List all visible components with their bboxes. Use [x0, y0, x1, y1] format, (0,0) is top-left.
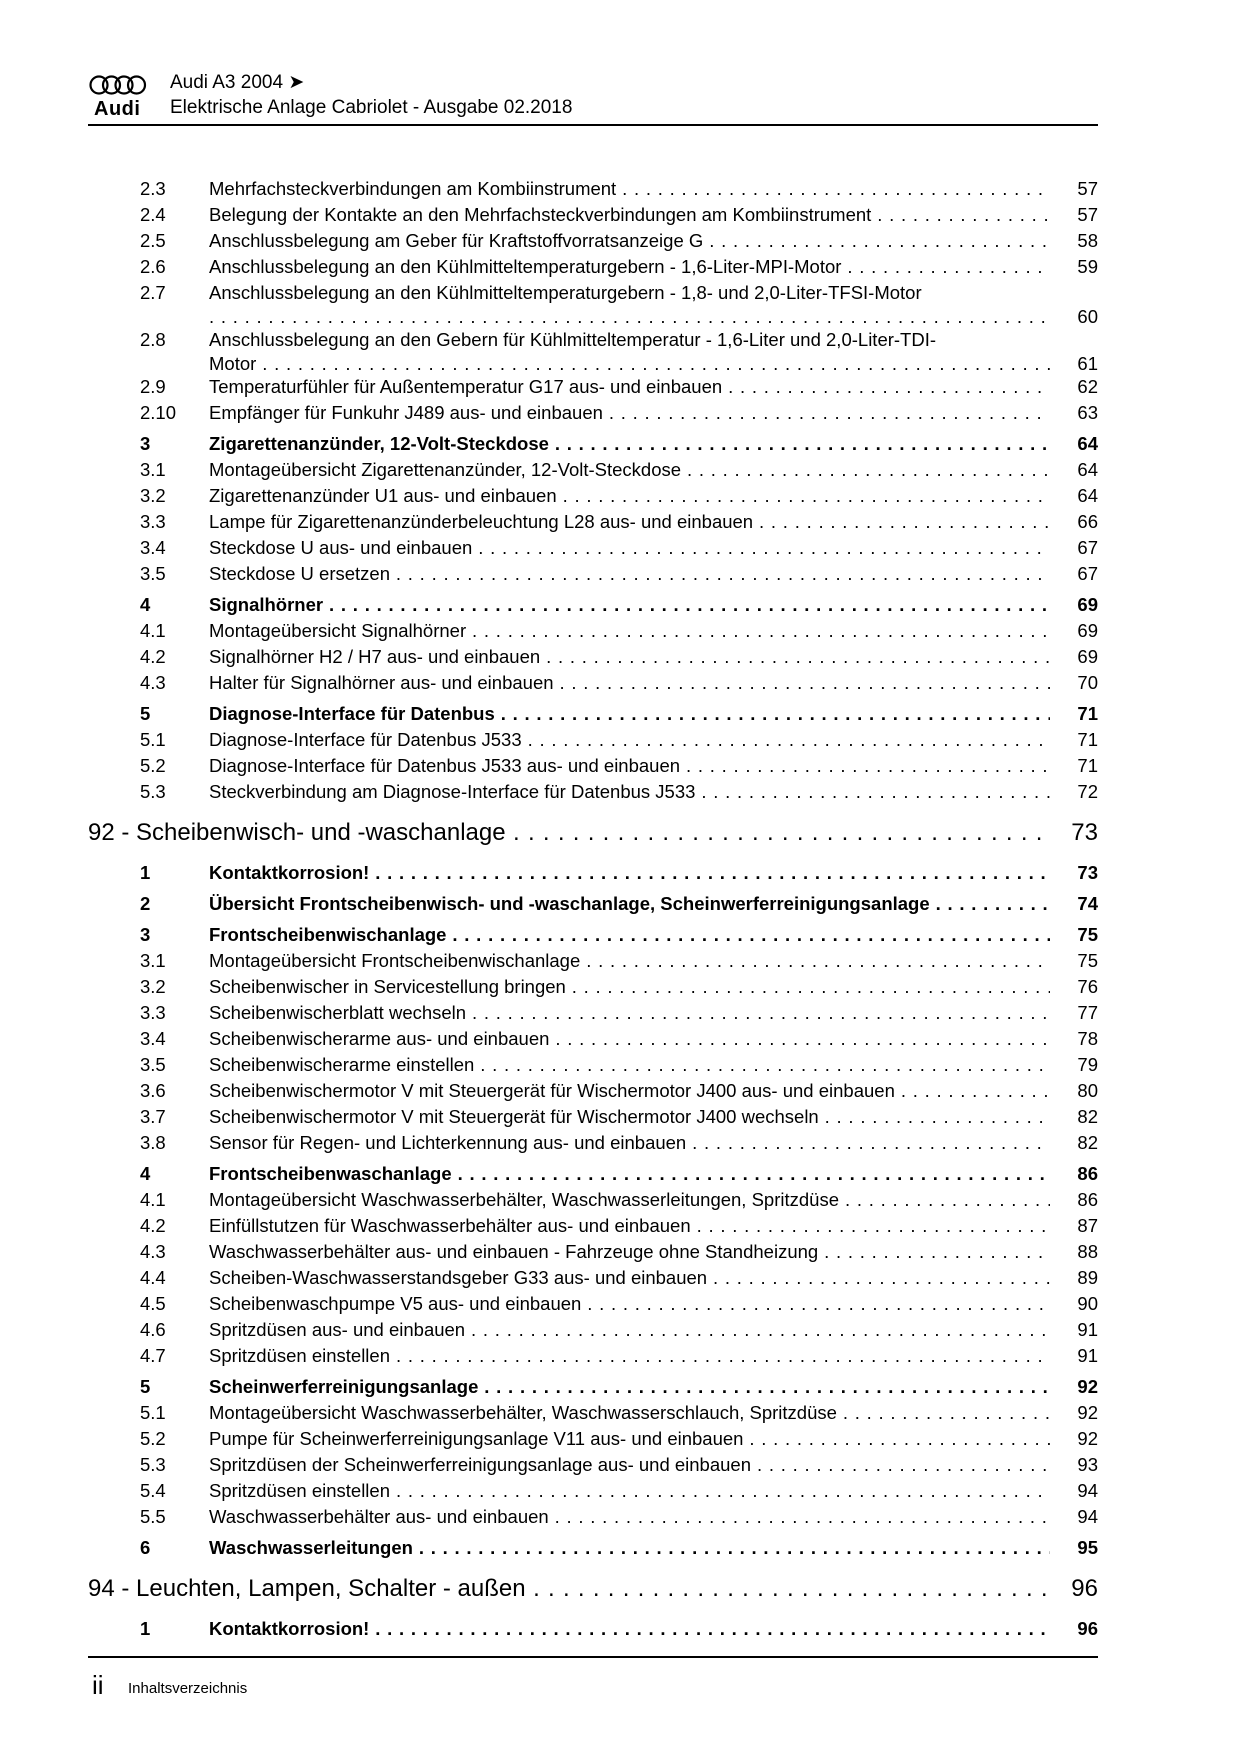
toc-number: 4.5: [140, 1293, 166, 1314]
footer-rule: [88, 1656, 1098, 1658]
toc-page: 71: [1077, 729, 1098, 750]
audi-rings-icon: [88, 74, 148, 96]
toc-entry-92-4-5[interactable]: [88, 1290, 1098, 1316]
toc-section-92-1[interactable]: [88, 859, 1098, 885]
document-title: Audi A3 2004 ➤: [170, 72, 305, 93]
toc-title: Anschlussbelegung am Geber für Kraftstoffvorratsanzeige G . . .: [209, 230, 1050, 252]
toc-entry-2-9[interactable]: [88, 373, 1098, 399]
toc-number: 2.6: [140, 256, 166, 277]
document-subtitle: Elektrische Anlage Cabriolet - Ausgabe 02.2018: [170, 97, 573, 118]
toc-number: 5: [140, 1376, 151, 1397]
toc-page: 92: [1077, 1402, 1098, 1423]
toc-title: Frontscheibenwischanlage . . .: [209, 924, 1050, 946]
toc-page: 77: [1077, 1002, 1098, 1023]
toc-number: 4: [140, 594, 151, 615]
toc-title: Mehrfachsteckverbindungen am Kombiinstrument . . .: [209, 178, 1050, 200]
toc-entry-92-5-2[interactable]: [88, 1425, 1098, 1451]
toc-page: 64: [1077, 433, 1098, 454]
toc-title: Signalhörner . . .: [209, 594, 1050, 616]
toc-entry-92-5-1[interactable]: [88, 1399, 1098, 1425]
toc-entry-92-4-1[interactable]: [88, 1186, 1098, 1212]
toc-number: 1: [140, 862, 151, 883]
toc-number: 2.9: [140, 376, 166, 397]
toc-entry-92-3-3[interactable]: [88, 999, 1098, 1025]
toc-title: Übersicht Frontscheibenwisch- und -waschanlage, Scheinwerferreinigungsanlage . . .: [209, 893, 1050, 915]
toc-section-3[interactable]: [88, 430, 1098, 456]
toc-page: 61: [1077, 353, 1098, 374]
toc-title: Spritzdüsen einstellen . . .: [209, 1345, 1050, 1367]
toc-number: 2.5: [140, 230, 166, 251]
toc-number: 5.3: [140, 1454, 166, 1475]
toc-page: 79: [1077, 1054, 1098, 1075]
toc-number: 3.3: [140, 1002, 166, 1023]
toc-entry-92-3-4[interactable]: [88, 1025, 1098, 1051]
toc-number: 3.5: [140, 563, 166, 584]
toc-page: 76: [1077, 976, 1098, 997]
toc-section-92-5[interactable]: [88, 1373, 1098, 1399]
toc-entry-3-1[interactable]: [88, 456, 1098, 482]
toc-title: Montageübersicht Frontscheibenwischanlage . . .: [209, 950, 1050, 972]
toc-page: 91: [1077, 1345, 1098, 1366]
toc-page: 82: [1077, 1132, 1098, 1153]
toc-chapter-title: 92 - Scheibenwisch- und -waschanlage . . .: [88, 819, 1050, 847]
toc-number: 3.4: [140, 1028, 166, 1049]
toc-number: 3: [140, 433, 151, 454]
toc-entry-3-4[interactable]: [88, 534, 1098, 560]
toc-page: 64: [1077, 485, 1098, 506]
toc-number: 4.2: [140, 646, 166, 667]
toc-entry-92-3-5[interactable]: [88, 1051, 1098, 1077]
toc-entry-3-5[interactable]: [88, 560, 1098, 586]
toc-entry-92-3-6[interactable]: [88, 1077, 1098, 1103]
toc-entry-2-3[interactable]: [88, 175, 1098, 201]
toc-section-92-2[interactable]: [88, 890, 1098, 916]
toc-chapter-94[interactable]: [88, 1566, 1098, 1610]
toc-number: 3: [140, 924, 151, 945]
toc-page: 58: [1077, 230, 1098, 251]
toc-number: 3.2: [140, 485, 166, 506]
toc-page: 57: [1077, 178, 1098, 199]
toc-number: 5.4: [140, 1480, 166, 1501]
toc-page: 92: [1077, 1428, 1098, 1449]
toc-section-94-1[interactable]: [88, 1615, 1098, 1641]
toc-page: 87: [1077, 1215, 1098, 1236]
toc-page: 92: [1077, 1376, 1098, 1397]
toc-number: 2: [140, 893, 151, 914]
toc-title: Steckdose U aus- und einbauen . . .: [209, 537, 1050, 559]
toc-title: Anschlussbelegung an den Kühlmitteltemperaturgebern - 1,6-Liter-MPI-Motor . . .: [209, 256, 1050, 278]
toc-title: Montageübersicht Signalhörner . . .: [209, 620, 1050, 642]
toc-entry-92-5-4[interactable]: [88, 1477, 1098, 1503]
toc-title: Scheibenwaschpumpe V5 aus- und einbauen . . .: [209, 1293, 1050, 1315]
toc-entry-4-3[interactable]: [88, 669, 1098, 695]
toc-page: 86: [1077, 1163, 1098, 1184]
toc-section-92-6[interactable]: [88, 1534, 1098, 1560]
toc-page: 63: [1077, 402, 1098, 423]
toc-page: 67: [1077, 537, 1098, 558]
toc-title: Scheinwerferreinigungsanlage . . .: [209, 1376, 1050, 1398]
toc-number: 5.1: [140, 729, 166, 750]
header-rule: [88, 124, 1098, 126]
toc-title: Signalhörner H2 / H7 aus- und einbauen . . .: [209, 646, 1050, 668]
toc-entry-4-2[interactable]: [88, 643, 1098, 669]
toc-number: 3.4: [140, 537, 166, 558]
toc-page: 59: [1077, 256, 1098, 277]
toc-title: Sensor für Regen- und Lichterkennung aus- und einbauen . . .: [209, 1132, 1050, 1154]
toc-title: Anschlussbelegung an den Kühlmitteltemperaturgebern - 1,8- und 2,0-Liter-TFSI-Motor: [209, 282, 922, 303]
toc-page: 82: [1077, 1106, 1098, 1127]
toc-page: 62: [1077, 376, 1098, 397]
toc-number: 4.2: [140, 1215, 166, 1236]
toc-title: Kontaktkorrosion! . . .: [209, 1618, 1050, 1640]
toc-page: 94: [1077, 1480, 1098, 1501]
toc-number: 4.4: [140, 1267, 166, 1288]
toc-page: 66: [1077, 511, 1098, 532]
toc-page: 74: [1077, 893, 1098, 914]
toc-title: Waschwasserbehälter aus- und einbauen - Fahrzeuge ohne Standheizung . . .: [209, 1241, 1050, 1263]
toc-entry-2-6[interactable]: [88, 253, 1098, 279]
audi-wordmark: Audi: [94, 98, 141, 120]
toc-number: 2.7: [140, 282, 166, 303]
toc-entry-92-3-1[interactable]: [88, 947, 1098, 973]
toc-entry-92-5-3[interactable]: [88, 1451, 1098, 1477]
toc-number: 6: [140, 1537, 151, 1558]
toc-title: Steckverbindung am Diagnose-Interface für Datenbus J533 . . .: [209, 781, 1050, 803]
toc-title-line2: Motor . . .: [209, 353, 1050, 375]
toc-entry-92-4-3[interactable]: [88, 1238, 1098, 1264]
toc-title: Zigarettenanzünder U1 aus- und einbauen . . .: [209, 485, 1050, 507]
toc-page: 95: [1077, 1537, 1098, 1558]
toc-entry-92-3-7[interactable]: [88, 1103, 1098, 1129]
toc-title: Frontscheibenwaschanlage . . .: [209, 1163, 1050, 1185]
toc-entry-92-4-6[interactable]: [88, 1316, 1098, 1342]
toc-page: 86: [1077, 1189, 1098, 1210]
toc-page: 69: [1077, 594, 1098, 615]
toc-title: Montageübersicht Zigarettenanzünder, 12-Volt-Steckdose . . .: [209, 459, 1050, 481]
toc-leader: [209, 306, 1050, 328]
toc-page: 96: [1077, 1618, 1098, 1639]
toc-page: 94: [1077, 1506, 1098, 1527]
toc-number: 3.5: [140, 1054, 166, 1075]
toc-title: Montageübersicht Waschwasserbehälter, Waschwasserschlauch, Spritzdüse . . .: [209, 1402, 1050, 1424]
toc-page: 69: [1077, 646, 1098, 667]
toc-title: Scheibenwischermotor V mit Steuergerät für Wischermotor J400 aus- und einbauen . . .: [209, 1080, 1050, 1102]
toc-number: 4: [140, 1163, 151, 1184]
toc-entry-92-4-4[interactable]: [88, 1264, 1098, 1290]
toc-number: 3.8: [140, 1132, 166, 1153]
toc-title: Lampe für Zigarettenanzünderbeleuchtung L28 aus- und einbauen . . .: [209, 511, 1050, 533]
toc-title: Kontaktkorrosion! . . .: [209, 862, 1050, 884]
toc-number: 5.1: [140, 1402, 166, 1423]
toc-entry-92-3-8[interactable]: [88, 1129, 1098, 1155]
footer-page-number: ii: [92, 1670, 104, 1700]
toc-number: 3.2: [140, 976, 166, 997]
toc-title: Steckdose U ersetzen . . .: [209, 563, 1050, 585]
toc-entry-3-2[interactable]: [88, 482, 1098, 508]
toc-page: 72: [1077, 781, 1098, 802]
toc-number: 2.8: [140, 329, 166, 350]
toc-title: Waschwasserbehälter aus- und einbauen . . .: [209, 1506, 1050, 1528]
toc-section-5[interactable]: [88, 700, 1098, 726]
toc-entry-2-8[interactable]: [88, 326, 1098, 373]
toc-page: 70: [1077, 672, 1098, 693]
toc-number: 3.1: [140, 459, 166, 480]
toc-title: Spritzdüsen der Scheinwerferreinigungsanlage aus- und einbauen . . .: [209, 1454, 1050, 1476]
toc-page: 80: [1077, 1080, 1098, 1101]
toc-chapter-title: 94 - Leuchten, Lampen, Schalter - außen . . .: [88, 1575, 1050, 1603]
toc-number: 5: [140, 703, 151, 724]
toc-page: 71: [1077, 703, 1098, 724]
footer-label: Inhaltsverzeichnis: [128, 1680, 248, 1697]
toc-number: 3.1: [140, 950, 166, 971]
toc-chapter-92[interactable]: [88, 810, 1098, 854]
toc-title: Diagnose-Interface für Datenbus J533 aus- und einbauen . . .: [209, 755, 1050, 777]
toc-number: 2.3: [140, 178, 166, 199]
toc-number: 3.3: [140, 511, 166, 532]
toc-entry-5-2[interactable]: [88, 752, 1098, 778]
toc-entry-2-10[interactable]: [88, 399, 1098, 425]
toc-number: 2.10: [140, 402, 177, 423]
toc-title: Scheibenwischerblatt wechseln . . .: [209, 1002, 1050, 1024]
toc-number: 4.3: [140, 1241, 166, 1262]
toc-title-line1: Anschlussbelegung an den Gebern für Kühlmitteltemperatur - 1,6-Liter und 2,0-Liter-TDI-: [209, 329, 937, 350]
toc-page: 75: [1077, 924, 1098, 945]
toc-title: Spritzdüsen einstellen . . .: [209, 1480, 1050, 1502]
toc-page: 64: [1077, 459, 1098, 480]
toc-title: Spritzdüsen aus- und einbauen . . .: [209, 1319, 1050, 1341]
toc-entry-3-3[interactable]: [88, 508, 1098, 534]
toc-number: 5.2: [140, 1428, 166, 1449]
toc-page: 93: [1077, 1454, 1098, 1475]
toc-page: 88: [1077, 1241, 1098, 1262]
toc-title: Scheiben-Waschwasserstandsgeber G33 aus- und einbauen . . .: [209, 1267, 1050, 1289]
toc-entry-92-3-2[interactable]: [88, 973, 1098, 999]
toc-page: 73: [1071, 819, 1098, 846]
toc-entry-92-4-7[interactable]: [88, 1342, 1098, 1368]
toc-title: Montageübersicht Waschwasserbehälter, Waschwasserleitungen, Spritzdüse . . .: [209, 1189, 1050, 1211]
toc-page: 91: [1077, 1319, 1098, 1340]
toc-page: 71: [1077, 755, 1098, 776]
toc-title: Belegung der Kontakte an den Mehrfachsteckverbindungen am Kombiinstrument . . .: [209, 204, 1050, 226]
audi-logo: [88, 70, 148, 122]
toc-entry-92-4-2[interactable]: [88, 1212, 1098, 1238]
toc-entry-4-1[interactable]: [88, 617, 1098, 643]
toc-title: Pumpe für Scheinwerferreinigungsanlage V11 aus- und einbauen . . .: [209, 1428, 1050, 1450]
toc-number: 2.4: [140, 204, 166, 225]
toc-number: 4.3: [140, 672, 166, 693]
toc-title: Diagnose-Interface für Datenbus . . .: [209, 703, 1050, 725]
toc-number: 3.7: [140, 1106, 166, 1127]
toc-title: Zigarettenanzünder, 12-Volt-Steckdose . . .: [209, 433, 1050, 455]
toc-title: Scheibenwischer in Servicestellung bringen . . .: [209, 976, 1050, 998]
toc-page: 90: [1077, 1293, 1098, 1314]
page-header: [88, 70, 1098, 126]
toc-entry-5-1[interactable]: [88, 726, 1098, 752]
toc-page: 60: [1077, 306, 1098, 327]
toc-page: 69: [1077, 620, 1098, 641]
toc-number: 1: [140, 1618, 151, 1639]
toc-entry-2-4[interactable]: [88, 201, 1098, 227]
toc-number: 4.7: [140, 1345, 166, 1366]
toc-entry-2-5[interactable]: [88, 227, 1098, 253]
toc-title: Einfüllstutzen für Waschwasserbehälter aus- und einbauen . . .: [209, 1215, 1050, 1237]
toc-entry-2-7[interactable]: [88, 279, 1098, 326]
toc-title: Scheibenwischerarme aus- und einbauen . . .: [209, 1028, 1050, 1050]
toc-number: 3.6: [140, 1080, 166, 1101]
toc-section-92-4[interactable]: [88, 1160, 1098, 1186]
toc-page: 67: [1077, 563, 1098, 584]
toc-section-4[interactable]: [88, 591, 1098, 617]
toc-number: 5.2: [140, 755, 166, 776]
toc-title: Temperaturfühler für Außentemperatur G17 aus- und einbauen . . .: [209, 376, 1050, 398]
toc-section-92-3[interactable]: [88, 921, 1098, 947]
toc-title: Empfänger für Funkuhr J489 aus- und einbauen . . .: [209, 402, 1050, 424]
toc-title: Scheibenwischerarme einstellen . . .: [209, 1054, 1050, 1076]
toc-page: 78: [1077, 1028, 1098, 1049]
toc-entry-92-5-5[interactable]: [88, 1503, 1098, 1529]
toc-entry-5-3[interactable]: [88, 778, 1098, 804]
toc-number: 4.1: [140, 620, 166, 641]
toc-page: 89: [1077, 1267, 1098, 1288]
toc-number: 5.5: [140, 1506, 166, 1527]
toc-page: 75: [1077, 950, 1098, 971]
toc-title: Scheibenwischermotor V mit Steuergerät für Wischermotor J400 wechseln . . .: [209, 1106, 1050, 1128]
toc-title: Diagnose-Interface für Datenbus J533 . . .: [209, 729, 1050, 751]
toc-page: 73: [1077, 862, 1098, 883]
toc-title: Waschwasserleitungen . . .: [209, 1537, 1050, 1559]
toc-title: Halter für Signalhörner aus- und einbauen . . .: [209, 672, 1050, 694]
toc-number: 4.1: [140, 1189, 166, 1210]
toc-number: 4.6: [140, 1319, 166, 1340]
table-of-contents: [88, 175, 1098, 1641]
toc-page: 96: [1071, 1575, 1098, 1602]
toc-page: 57: [1077, 204, 1098, 225]
toc-number: 5.3: [140, 781, 166, 802]
